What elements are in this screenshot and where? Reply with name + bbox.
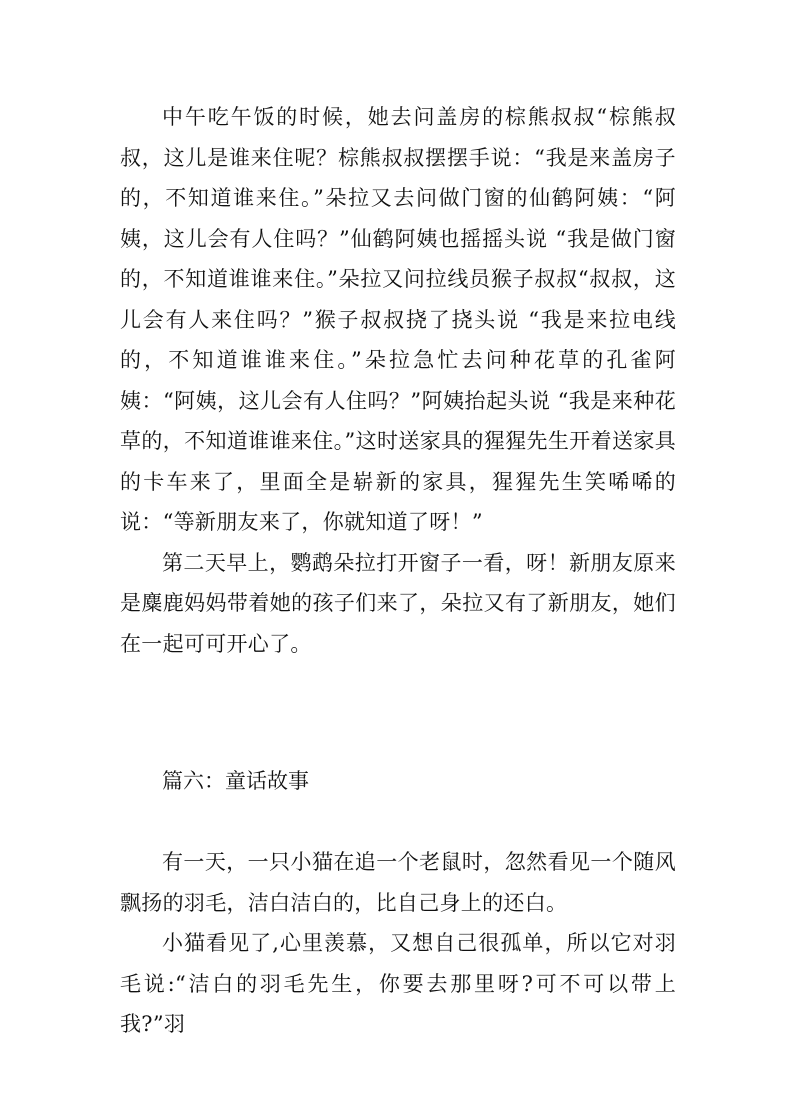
story-text-lower xyxy=(120,842,676,1045)
paragraph-kitten-asks: 小猫看见了,心里羡慕，又想自己很孤单，所以它对羽毛说:“洁白的羽毛先生，你要去那里呀?可不可以带上我?”羽 xyxy=(120,931,676,1036)
section-heading: 篇六：童话故事 xyxy=(162,769,309,793)
story-text-upper xyxy=(120,97,676,664)
paragraph-kitten-feather: 有一天，一只小猫在追一个老鼠时，忽然看见一个随风飘扬的羽毛，洁白洁白的，比自己身上的还白。 xyxy=(120,850,676,915)
paragraph-lunch-dialogue: 中午吃午饭的时候，她去问盖房的棕熊叔叔“棕熊叔叔，这儿是谁来住呢？棕熊叔叔摆摆手说：“我是来盖房子的，不知道谁来住。”朵拉又去问做门窗的仙鹤阿姨：“阿姨，这儿会有人住吗？”仙鹤阿姨也摇摇头说 “我是做门窗的，不知道谁谁来住。”朵拉又问拉线员猴子叔叔“叔叔，这儿会有人来住吗？”猴子叔叔挠了挠头说 “我是来拉电线的，不知道谁谁来住。”朵拉急忙去问种花草的孔雀阿姨：“阿姨，这儿会有人住吗？”阿姨抬起头说 “我是来种花草的，不知道谁谁来住。”这时送家具的猩猩先生开着送家具的卡车来了，里面全是崭新的家具，猩猩先生笑唏唏的说：“等新朋友来了，你就知道了呀！” xyxy=(120,105,676,534)
paragraph-new-friends: 第二天早上，鹦鹉朵拉打开窗子一看，呀！新朋友原来是麋鹿妈妈带着她的孩子们来了，朵拉又有了新朋友，她们在一起可可开心了。 xyxy=(120,550,676,656)
